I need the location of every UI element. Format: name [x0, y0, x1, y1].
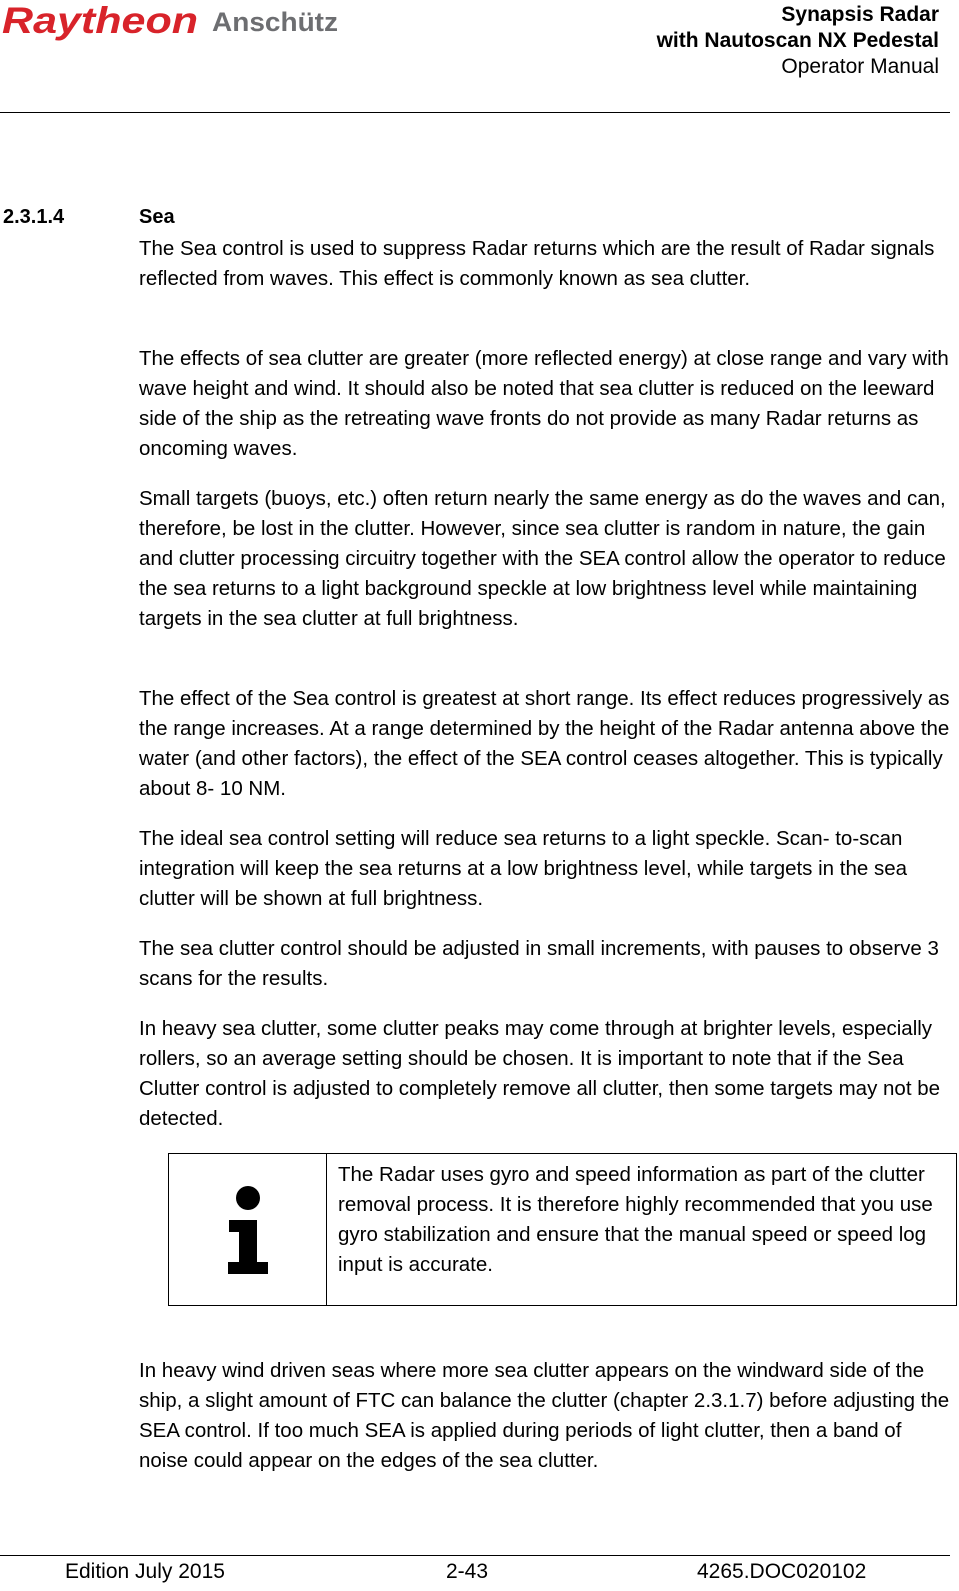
- paragraph-6: The sea clutter control should be adjusted in small increments, with pauses to observe 3 scans for the results.: [139, 937, 939, 990]
- header-divider: [0, 112, 950, 113]
- document-subtitle: with Nautoscan NX Pedestal: [656, 29, 939, 52]
- raytheon-anschutz-logo: [2, 0, 342, 44]
- document-title: Synapsis Radar: [781, 3, 939, 26]
- paragraph-8: In heavy wind driven seas where more sea clutter appears on the windward side of the ship, a slight amount of FTC can balance the clutter (chapter 2.3.1.7) before adjusting the SEA control. If too much SEA is applied during periods of light clutter, then a band of noise could appear on the edges of the sea clutter.: [139, 1359, 950, 1472]
- page-header: [0, 0, 959, 114]
- section-number: 2.3.1.4: [3, 206, 65, 228]
- paragraph-1: The Sea control is used to suppress Radar returns which are the result of Radar signals reflected from waves. This effect is commonly known as sea clutter.: [139, 237, 935, 290]
- info-icon: [223, 1184, 273, 1276]
- info-note-box: [168, 1153, 957, 1306]
- footer-edition: Edition July 2015: [65, 1560, 225, 1583]
- paragraph-2: The effects of sea clutter are greater (more reflected energy) at close range and vary with wave height and wind. It should also be noted that sea clutter is reduced on the leeward side of the ship as the retreating wave fronts do not provide as many Radar returns as oncoming waves.: [139, 347, 949, 460]
- paragraph-4: The effect of the Sea control is greatest at short range. Its effect reduces progressively as the range increases. At a range determined by the height of the Radar antenna above the water (and other factors), the effect of the SEA control ceases altogether. This is typically about 8- 10 NM.: [139, 687, 950, 800]
- paragraph-5: The ideal sea control setting will reduce sea returns to a light speckle. Scan- to-scan integration will keep the sea returns at a low brightness level, while targets in the sea clutter will be shown at full brightness.: [139, 827, 908, 910]
- paragraph-3: Small targets (buoys, etc.) often return nearly the same energy as do the waves and can, therefore, be lost in the clutter. However, since sea clutter is random in nature, the gain and clutter processing circuitry together with the SEA control allow the operator to reduce the sea returns to a light background speckle at low brightness level while maintaining targets in the sea clutter at full brightness.: [139, 487, 946, 630]
- document-title-block: [657, 2, 939, 80]
- note-text: The Radar uses gyro and speed information as part of the clutter removal process. It is therefore highly recommended that you use gyro stabilization and ensure that the manual speed or speed log input is accurate.: [338, 1163, 933, 1276]
- note-icon-cell: [169, 1154, 327, 1305]
- logo-raytheon: Raytheon: [2, 0, 199, 41]
- document-type: Operator Manual: [781, 55, 939, 78]
- footer-page-number: 2-43: [446, 1560, 489, 1583]
- footer-divider: [0, 1555, 950, 1556]
- footer-document-number: 4265.DOC020102: [697, 1560, 867, 1583]
- logo-anschutz: Anschütz: [212, 7, 338, 37]
- paragraph-7: In heavy sea clutter, some clutter peaks may come through at brighter levels, especially rollers, so an average setting should be chosen. It is important to note that if the Sea Clutter control is adjusted to completely remove all clutter, then some targets may not be detected.: [139, 1017, 941, 1130]
- section-title: Sea: [139, 206, 175, 228]
